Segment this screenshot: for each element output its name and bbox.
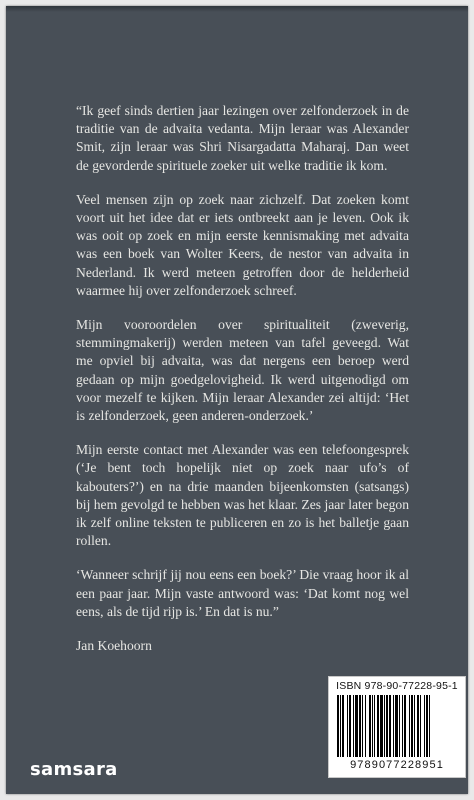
blurb-paragraph-5: ‘Wanneer schrijf jij nou eens een boek?’ Die vraag hoor ik al een paar jaar. Mijn vaste antwoord was: ‘Dat komt nog wel eens, als de tijd rijp is.’ En dat is nu.”	[76, 567, 409, 619]
blurb-paragraph-4: Mijn eerste contact met Alexander was een telefoongesprek (‘Je bent toch hopelijk niet op zoek naar ufo’s of kabouters?’) en na drie maanden bijeenkomsten (satsangs) bij hem gevolgd te hebben was het klaar. Zes jaar later begon ik zelf online teksten te publiceren en zo is het balletje gaan rollen.	[76, 442, 409, 549]
barcode-digits: 9789077228951	[350, 759, 444, 771]
isbn-barcode	[328, 676, 466, 778]
barcode-bars	[337, 695, 457, 757]
barcode-bar	[430, 695, 432, 757]
blurb-paragraph-3: Mijn vooroordelen over spiritualiteit (zweverig, stemmingmakerij) werden meteen van tafel geveegd. Wat me opviel bij advaita, was dat nergens een beroep werd gedaan op mijn goedgelovigheid. Ik werd uitgenodigd om voor mezelf te kijken. Mijn leraar Alexander zei altijd: ‘Het is zelfonderzoek, geen anderen-onderzoek.’	[76, 317, 409, 424]
publisher-logo: samsara	[30, 759, 118, 780]
back-cover	[6, 6, 468, 794]
blurb-paragraph-2: Veel mensen zijn op zoek naar zichzelf. Dat zoeken komt voort uit het idee dat er iets ontbreekt aan je leven. Ook ik was ooit op zoek en mijn eerste kennismaking met advaita was een boek van Wolter Keers, de nestor van advaita in Nederland. Ik werd meteen getroffen door de helderheid waarmee hij over zelfonderzoek schreef.	[76, 191, 409, 298]
isbn-label: ISBN 978-90-77228-95-1	[336, 680, 458, 692]
author-signature: Jan Koehoorn	[76, 638, 152, 654]
blurb-text	[76, 102, 409, 671]
blurb-paragraph-1: “Ik geef sinds dertien jaar lezingen over zelfonderzoek in de traditie van de advaita vedanta. Mijn leraar was Alexander Smit, zijn leraar was Shri Nisargadatta Maharaj. Dan weet de gevorderde spirituele zoeker uit welke traditie ik kom.	[76, 103, 409, 173]
